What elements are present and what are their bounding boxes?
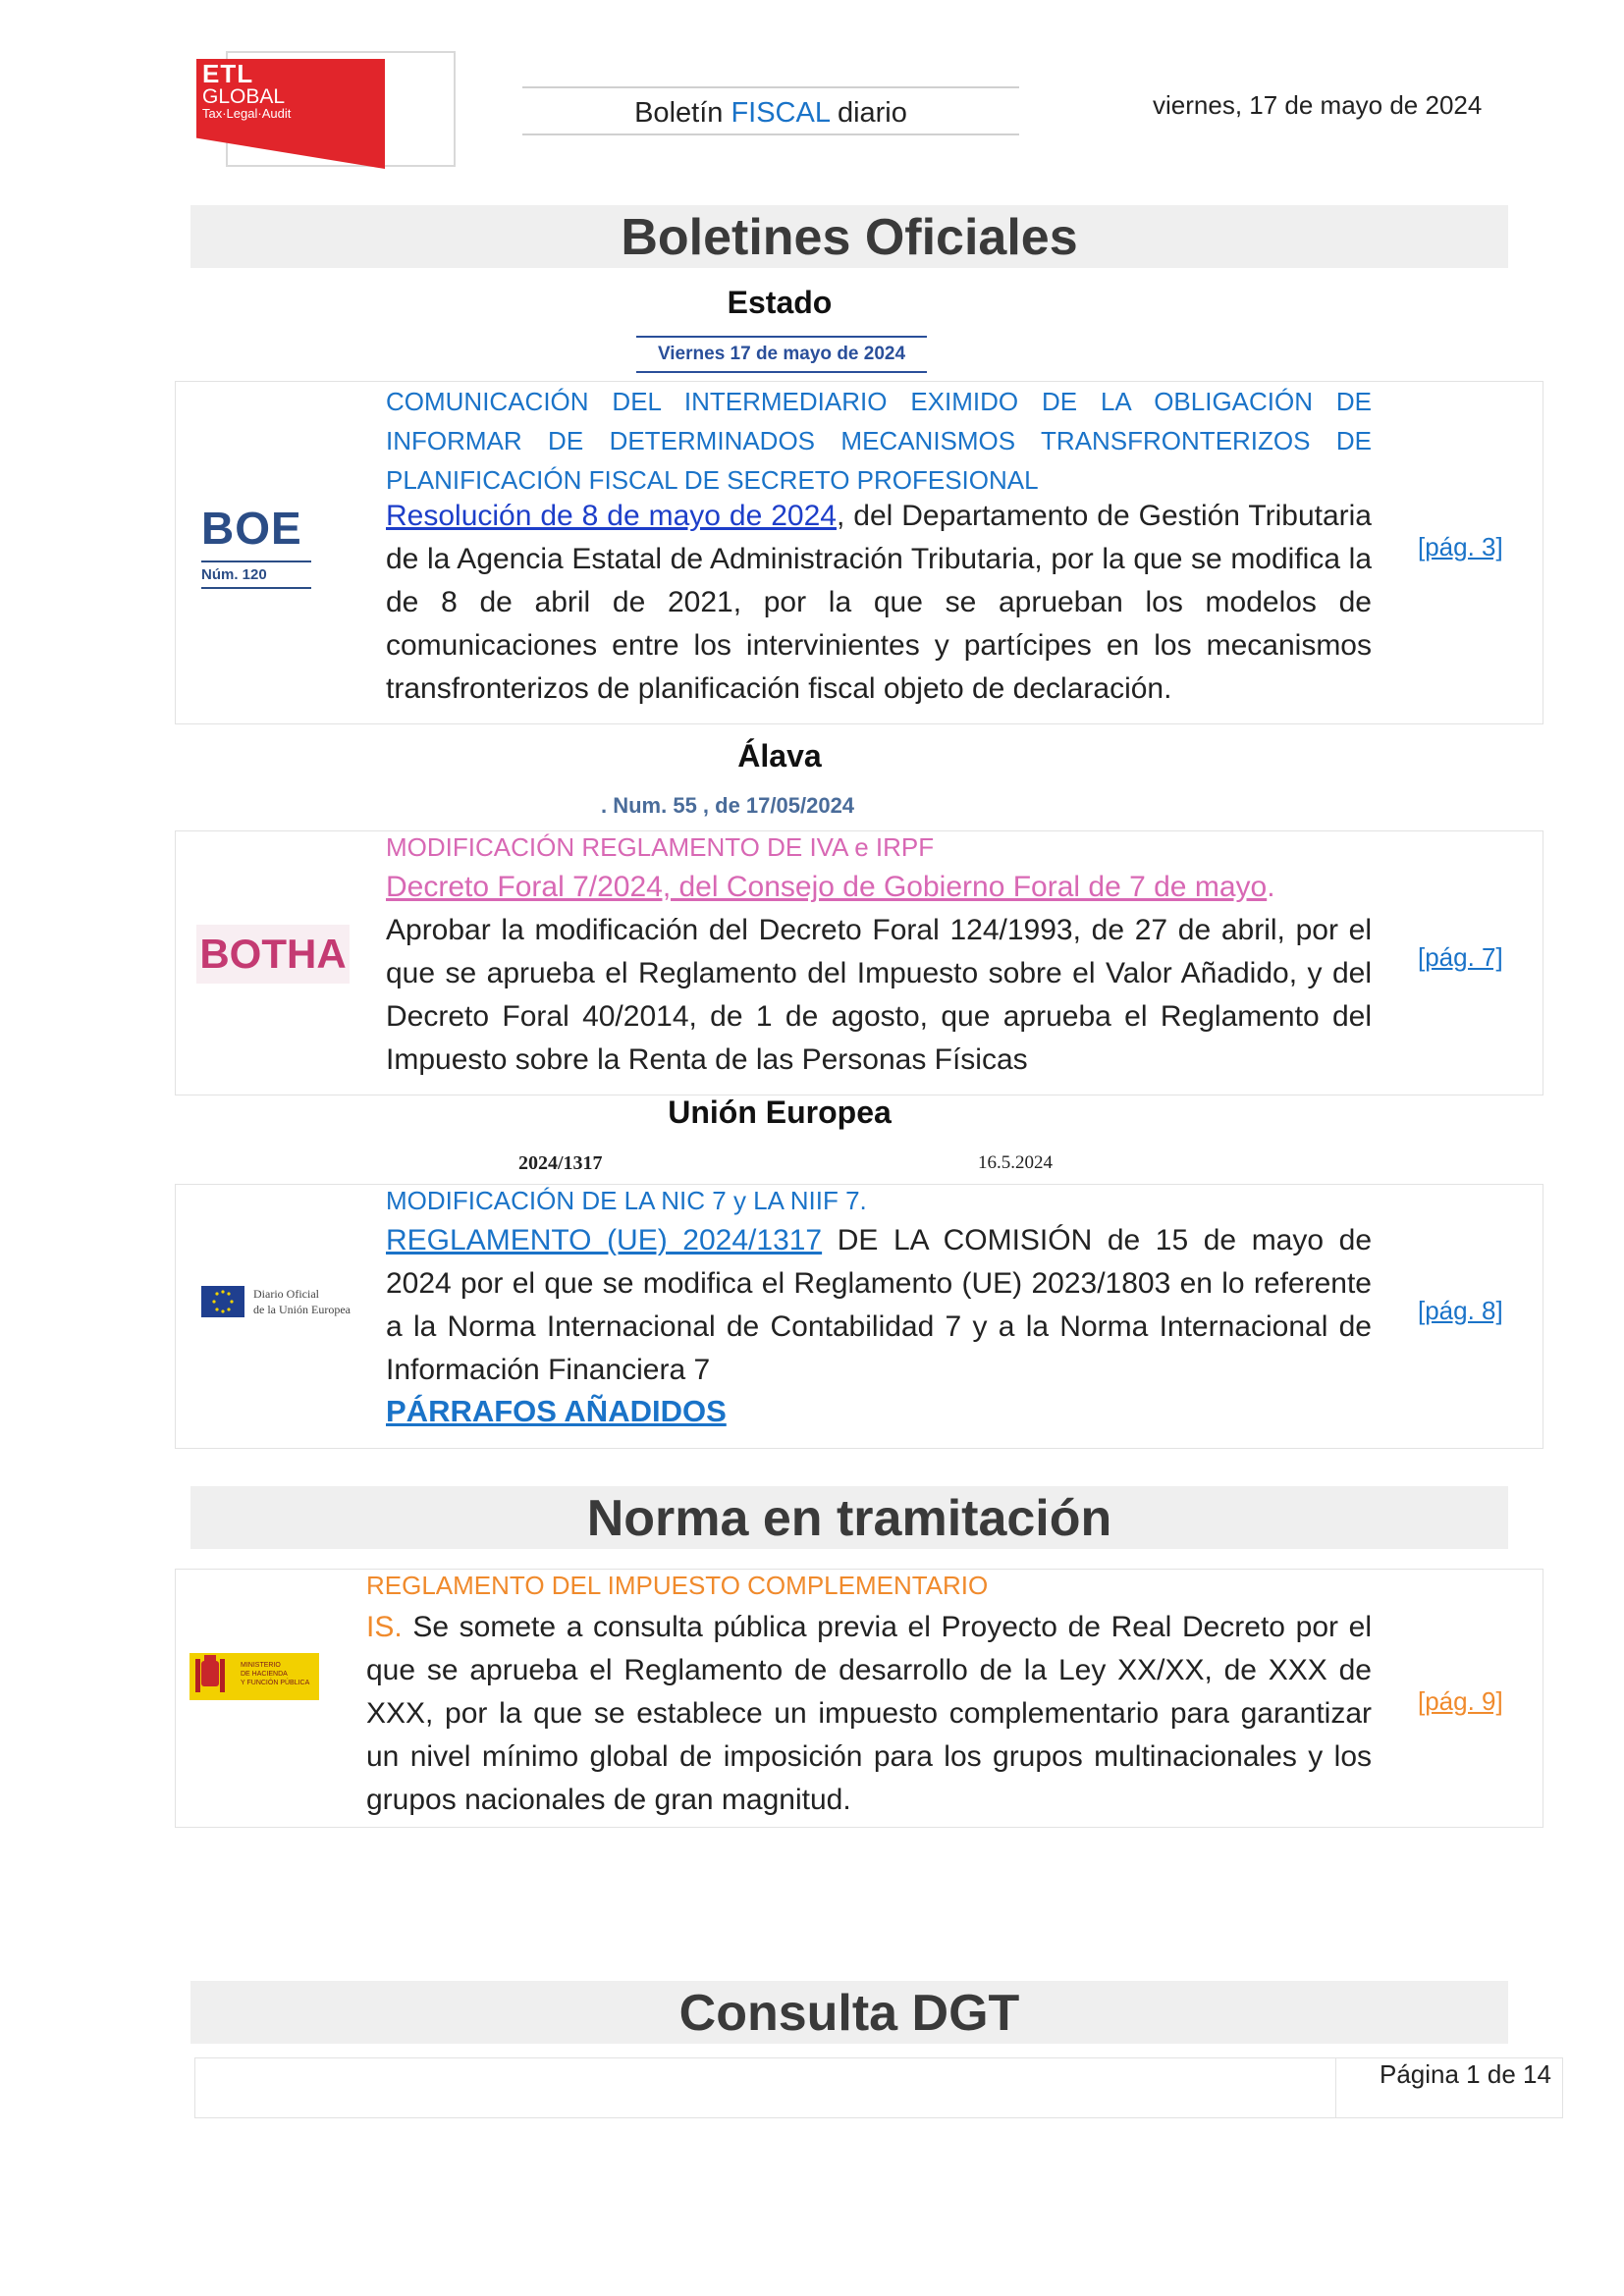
entry-doue-topic: MODIFICACIÓN DE LA NIC 7 y LA NIIF 7. xyxy=(386,1186,867,1215)
entry-botha-link-line xyxy=(386,866,1372,909)
ue-ref-left: 2024/1317 xyxy=(518,1152,603,1174)
logo-line-1: ETL xyxy=(202,59,254,88)
doue-logo-line-1: Diario Oficial xyxy=(253,1287,319,1301)
ministerio-logo-line-2: DE HACIENDA xyxy=(241,1671,288,1678)
entry-boe-page-link[interactable]: [pág. 3] xyxy=(1418,532,1503,561)
boe-date-banner: Viernes 17 de mayo de 2024 xyxy=(636,336,927,373)
entry-boe-link[interactable]: Resolución de 8 de mayo de 2024 xyxy=(386,500,837,532)
entry-botha-link[interactable]: Decreto Foral 7/2024, del Consejo de Gobierno Foral de 7 de mayo xyxy=(386,871,1268,903)
entry-botha-topic: MODIFICACIÓN REGLAMENTO DE IVA e IRPF xyxy=(386,832,935,862)
eu-flag-icon xyxy=(201,1286,244,1317)
bulletin-title-suffix: diario xyxy=(829,97,907,129)
entry-norma-page-link[interactable]: [pág. 9] xyxy=(1418,1686,1503,1716)
ministerio-logo-line-3: Y FUNCIÓN PÚBLICA xyxy=(241,1680,310,1686)
heading-estado: Estado xyxy=(727,285,833,320)
ue-ref-right: 16.5.2024 xyxy=(978,1152,1053,1173)
entry-botha-link-suffix: . xyxy=(1267,871,1275,903)
entry-boe-topic: COMUNICACIÓN DEL INTERMEDIARIO EXIMIDO DE LA OBLIGACIÓN DE INFORMAR DE DETERMINADOS MECANISMOS TRANSFRONTERIZOS DE PLANIFICACIÓN FISCAL DE SECRETO PROFESIONAL xyxy=(386,387,1372,495)
bulletin-title-highlight: FISCAL xyxy=(731,97,830,129)
boe-logo-icon xyxy=(201,505,311,550)
section-consulta-dgt: Consulta DGT xyxy=(190,1981,1508,2044)
logo-line-2: GLOBAL xyxy=(202,85,286,108)
page-number: Página 1 de 14 xyxy=(1380,2059,1551,2089)
entry-boe-body xyxy=(386,495,1372,711)
heading-alava: Álava xyxy=(737,738,822,774)
ministerio-logo xyxy=(189,1653,319,1700)
svg-text:BOE: BOE xyxy=(201,505,302,550)
entry-boe-text: , del Departamento de Gestión Tributaria de la Agencia Estatal de Administración Tributaria, por la que se modifica la de 8 de abril de 2021, por la que se aprueban los modelos de comunicaciones entre los intervinientes y partícipes en los mecanismos transfronterizos de planificación fiscal objeto de declaración. xyxy=(386,500,1372,705)
entry-norma-topic: REGLAMENTO DEL IMPUESTO COMPLEMENTARIO xyxy=(366,1571,989,1600)
section-norma-tramitacion: Norma en tramitación xyxy=(190,1486,1508,1549)
boe-logo xyxy=(201,505,311,593)
heading-union-europea: Unión Europea xyxy=(668,1095,892,1130)
bulletin-title-prefix: Boletín xyxy=(634,97,731,129)
entry-doue-body xyxy=(386,1219,1372,1392)
header-date: viernes, 17 de mayo de 2024 xyxy=(1153,90,1483,120)
entry-doue-extra-link[interactable]: PÁRRAFOS AÑADIDOS xyxy=(386,1394,727,1428)
boe-number: Núm. 120 xyxy=(201,561,311,583)
entry-norma-text: Se somete a consulta pública previa el Proyecto de Real Decreto por el que se aprueba el Reglamento de desarrollo de la Ley XX/XX, de XXX de XXX, por la que se establece un impuesto complementario para garantizar un nivel mínimo global de imposición para los grupos multinacionales y los grupos nacionales de gran magnitud. xyxy=(366,1611,1372,1816)
coat-of-arms-icon xyxy=(193,1655,227,1698)
botha-logo: BOTHA xyxy=(196,925,350,984)
entry-botha-page-link[interactable]: [pág. 7] xyxy=(1418,942,1503,972)
boe-divider xyxy=(201,587,311,589)
entry-doue-link[interactable]: REGLAMENTO (UE) 2024/1317 xyxy=(386,1224,823,1256)
ministerio-logo-line-1: MINISTERIO xyxy=(241,1662,281,1669)
doue-logo-line-2: de la Unión Europea xyxy=(253,1303,351,1316)
bulletin-title xyxy=(522,86,1019,135)
entry-doue-page-link[interactable]: [pág. 8] xyxy=(1418,1296,1503,1325)
etl-logo-text xyxy=(202,61,291,120)
entry-norma-body xyxy=(366,1606,1372,1822)
entry-norma-prefix: IS. xyxy=(366,1611,403,1643)
section-boletines-oficiales: Boletines Oficiales xyxy=(190,205,1508,268)
doue-logo xyxy=(201,1286,368,1319)
entry-botha-body: Aprobar la modificación del Decreto Foral 124/1993, de 27 de abril, por el que se aprueba el Reglamento del Impuesto sobre el Valor Añadido, y del Decreto Foral 40/2014, de 1 de agosto, que aprueba el Reglamento del Impuesto sobre la Renta de las Personas Físicas xyxy=(386,914,1372,1076)
logo-line-3: Tax·Legal·Audit xyxy=(202,106,292,121)
botha-number-banner: . Num. 55 , de 17/05/2024 xyxy=(601,793,855,818)
entry-doue-text: DE LA COMISIÓN de 15 de mayo de 2024 por el que se modifica el Reglamento (UE) 2023/1803 en lo referente a la Norma Internacional de Contabilidad 7 y a la Norma Internacional de Información Financiera 7 xyxy=(386,1224,1372,1386)
